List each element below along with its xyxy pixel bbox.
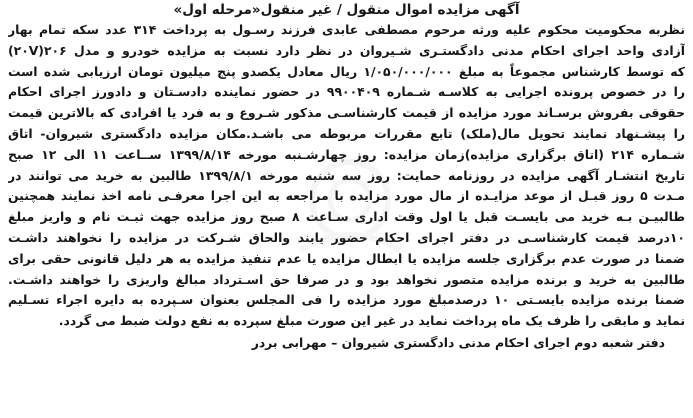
notice-title: آگهی مزایده اموال منقول / غیر منقول«مرحله اول»: [173, 2, 520, 18]
body-line: طالبین به خرید و برنده مزایده متصور نخواهد بود و در صرفا حق اسـترداد مبالغ واریزی را خواهند داشـت.: [8, 271, 685, 287]
body-line: را در خصوص پرونده اجرایی به کلاسـه شـماره ۹۹۰۰۴۰۹ در حضور نماینده دادسـتان و دادورز اجرای احکام: [8, 84, 685, 100]
body-line: شـماره ۲۱۴ (اتاق برگزاری مزایده)زمان مزایده: روز چهارشـنبه مورخه ۱۳۹۹/۸/۱۴ ســاعت ۱۱ الی ۱۲ صبح: [8, 146, 685, 162]
body-line: حقوقی بفروش برسـاند مورد مزایده از قیمت کارشناسـی مذکور شـروع و به فرد یا افرادی که بالاترین قیمت: [8, 105, 685, 121]
notice-signature: دفتر شعبه دوم اجرای احکام مدنی دادگستری شیروان – مهرابی بردر: [251, 334, 665, 350]
body-line: آزادی واحد اجرای احکام مدنی دادگستـری شـیروان در نظر دارد نسبت به مزایده خودرو و مدل ۲۰۶(۲۰V): [8, 42, 685, 58]
body-line: ضمنا برنده مزایده بایسـتی ۱۰ درصدمبلغ مورد مزایده را فی المجلس بعنوان سـپرده به دایره اجراء تسـلیم: [8, 292, 685, 308]
body-line: نماید و مابقی را ظرف یک ماه پرداخت نماید در غیر این صورت مبلغ سپرده به نفع دولت ضبط می گردد.: [58, 313, 685, 329]
body-line: ضمنا در صورت عدم برگزاری جلسه مزایده یا ابطال مزایده یا عدم تنفیذ مزایده به هر دلیل قانونی حقی برای: [8, 250, 685, 266]
body-line: ۱۰درصد قیمت کارشناسـی در دفتر اجرای احکام حضور یابند والحاق شـرکت در مزایده را نخواهند داشـت: [8, 229, 685, 245]
body-line: که توسط کارشناس مجموعاً به مبلغ ۱/۰۵۰/۰۰۰/۰۰۰ ریال معادل یکصدو پنج میلیون تومان ارزیابی شده است: [8, 63, 685, 79]
body-line: تاریخ انتشـار آگهی مزایده در روزنامه حمایت: روز سه شنبه مورخه ۱۳۹۹/۸/۱ طالبین به خرید می توانند در: [8, 167, 685, 183]
body-line: طالبیـن بـه خرید می بایسـت قبل یا اول وقت اداری سـاعت ۸ صبح روز مزایده جهت ثبـت نام و واریز مبلغ: [8, 209, 685, 225]
body-line: نظربه محکومیت محکوم علیه ورثه مرحوم مصطفی عابدی فرزند رسـول به پرداخت ۳۱۴ عدد سکه تمام بهار: [8, 22, 685, 37]
body-line: را پیشـنهاد نمایند تحویل مال(ملک) تابع مقررات مربوطه می باشـد.مکان مزایده دادگستری شیروان- اتاق: [8, 125, 685, 141]
body-line: مـدت ۵ روز قبـل از موعد مزایـده از مال مورد مزایده با مراجعه به این اجرا معرفـی نامه اخذ نمایند همچنین: [8, 188, 685, 204]
notice-body: [8, 20, 685, 332]
